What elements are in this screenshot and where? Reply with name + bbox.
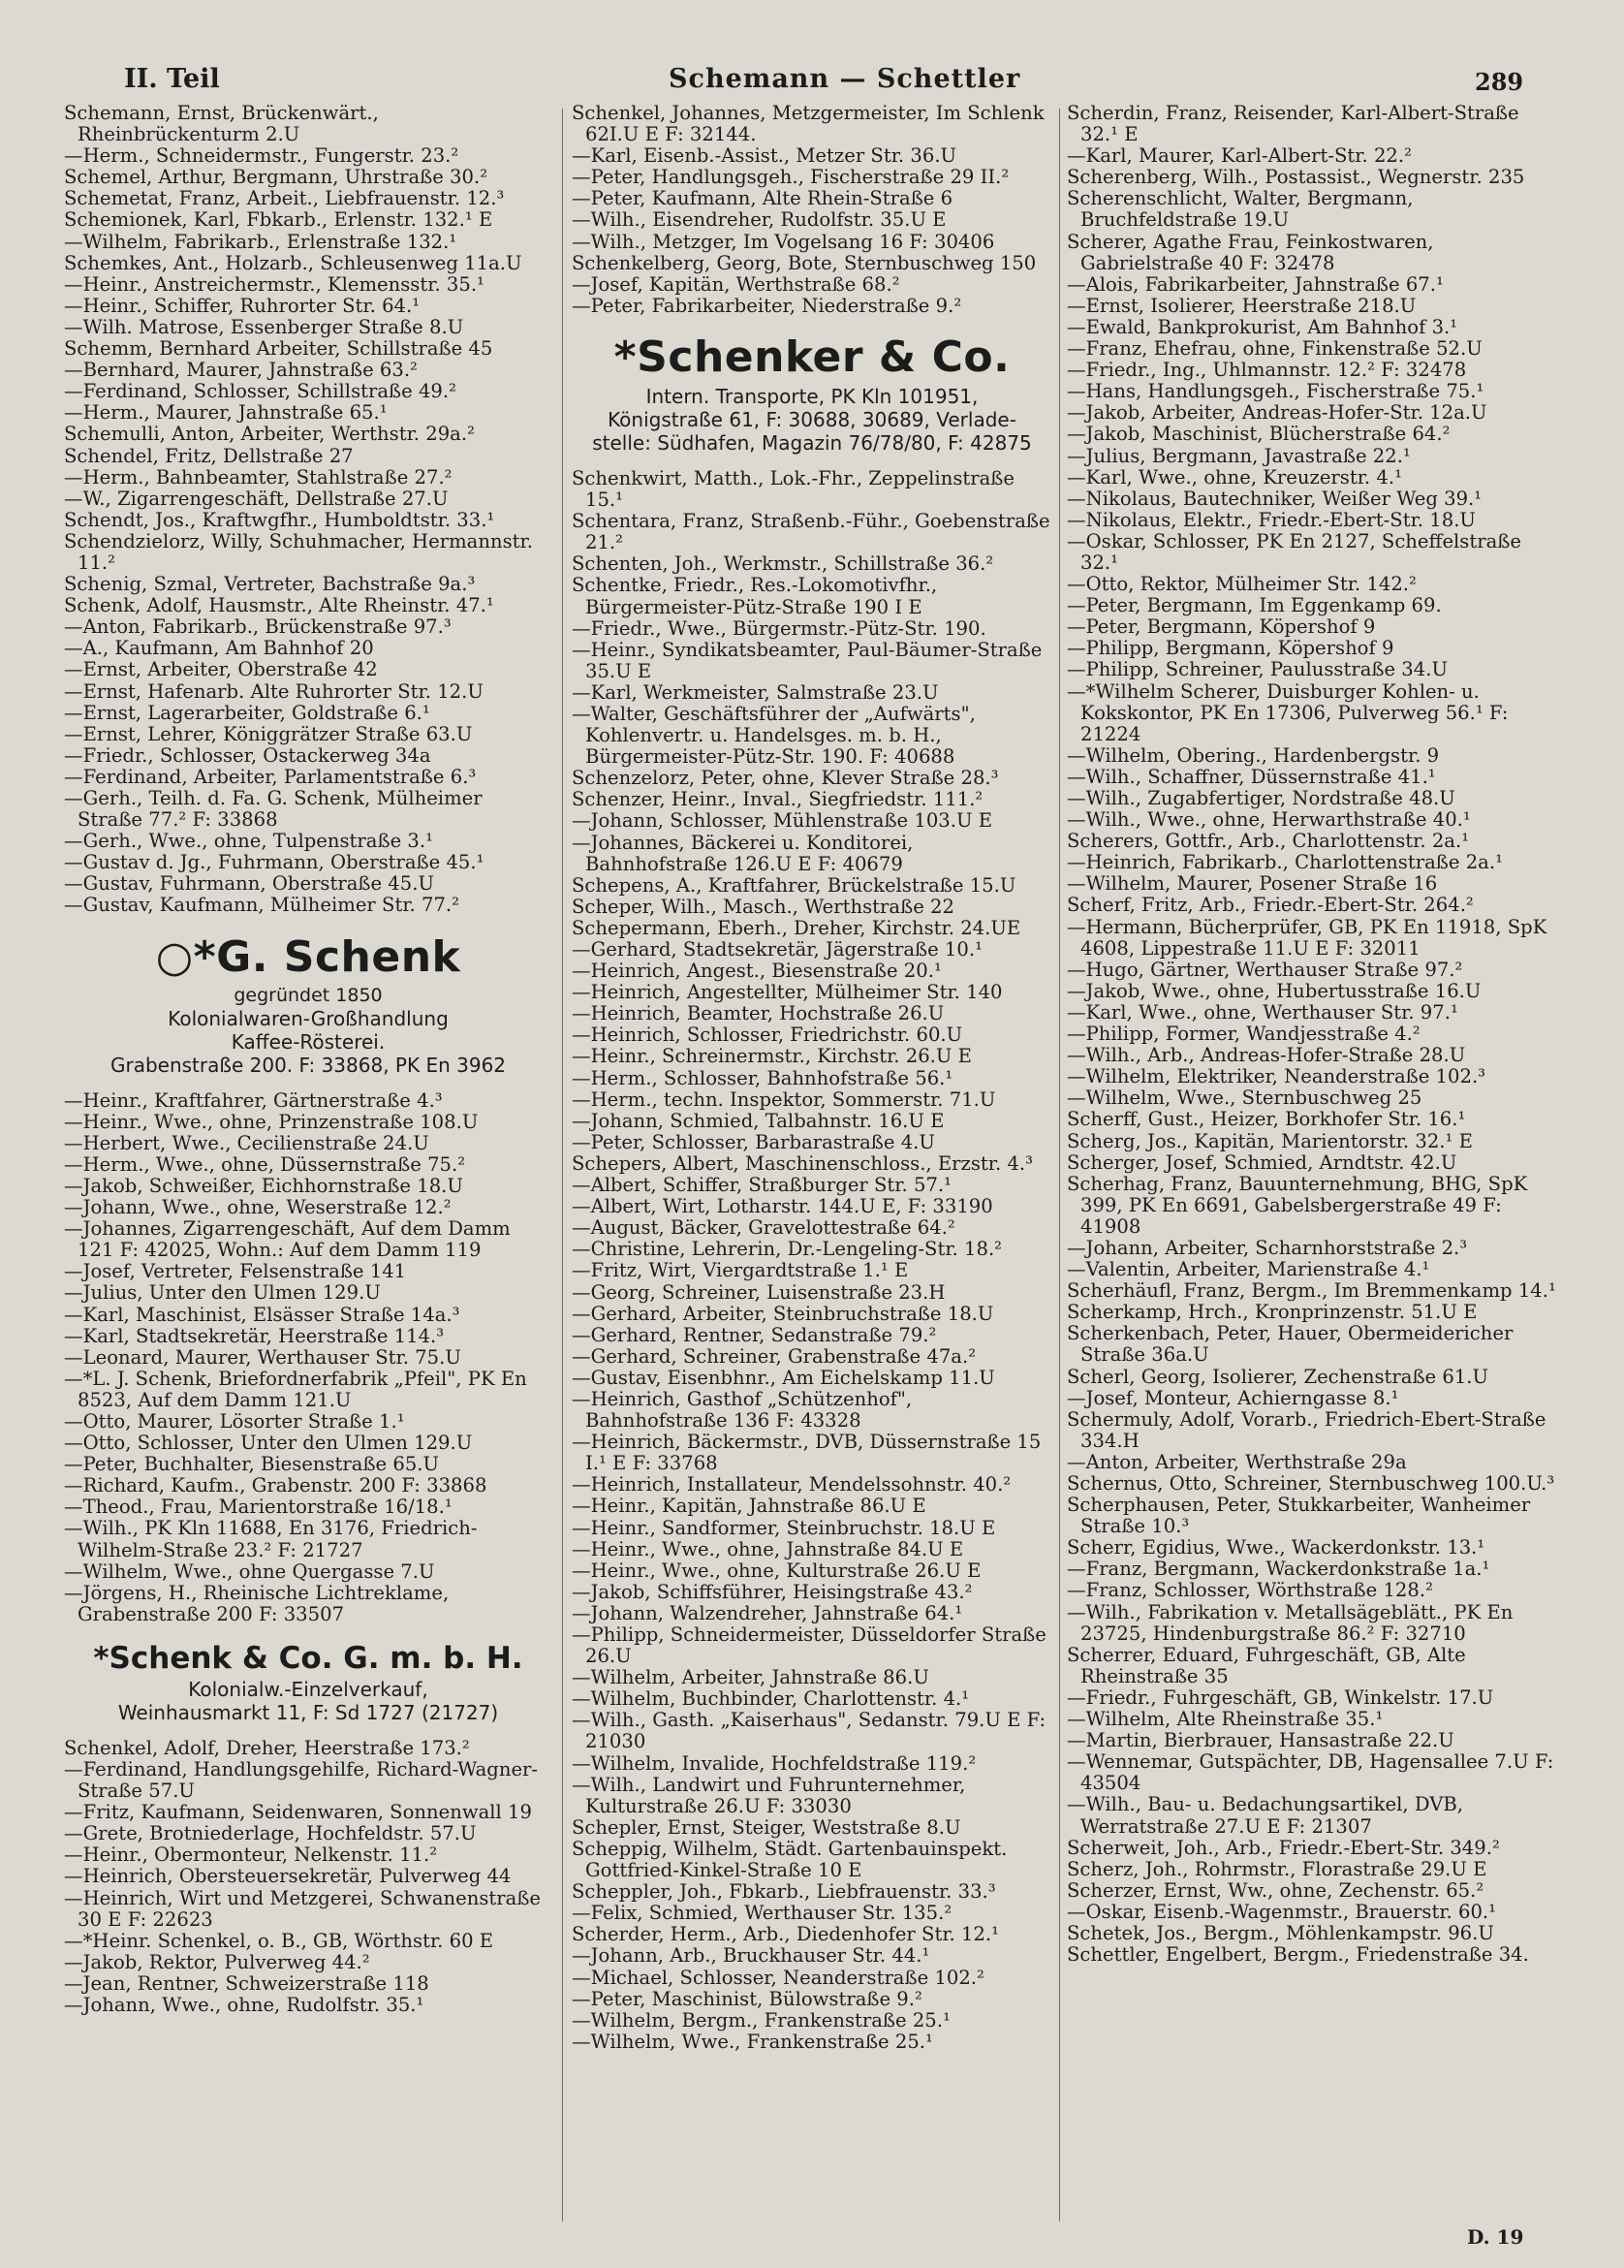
directory-entry: —Heinr., Wwe., ohne, Jahnstraße 84.U E bbox=[572, 1537, 964, 1560]
advert-line: Kolonialwaren-Großhandlung bbox=[168, 1006, 449, 1030]
directory-entry: Scherhäufl, Franz, Bergm., Im Bremmenkamp 14.¹ bbox=[1067, 1279, 1556, 1303]
advert-line: Kaffee-Rösterei. bbox=[231, 1029, 386, 1054]
directory-entry: Schenkel, Johannes, Metzgermeister, Im Schlenk 62I.U E F: 32144. bbox=[572, 102, 1045, 146]
directory-entry: —Hans, Handlungsgeh., Fischerstraße 75.¹ bbox=[1067, 380, 1484, 403]
directory-entry: Schetek, Jos., Bergm., Möhlenkampstr. 96.U bbox=[1067, 1921, 1494, 1944]
directory-entry: —Philipp, Bergmann, Köpershof 9 bbox=[1067, 637, 1394, 660]
directory-entries bbox=[1067, 103, 1561, 1966]
directory-entry: —Peter, Fabrikarbeiter, Niederstraße 9.² bbox=[572, 294, 962, 317]
directory-entry: —Heinr., Obermonteur, Nelkenstr. 11.² bbox=[64, 1843, 438, 1867]
directory-entry: —Heinrich, Obersteuersekretär, Pulverweg 44 bbox=[64, 1865, 512, 1888]
directory-entry: —Fritz, Wirt, Viergardtstraße 1.¹ E bbox=[572, 1259, 909, 1282]
directory-entry: —Anton, Arbeiter, Werthstraße 29a bbox=[1067, 1450, 1407, 1473]
directory-entry: —Jakob, Schweißer, Eichhornstraße 18.U bbox=[64, 1174, 463, 1197]
directory-entry: —Jörgens, H., Rheinische Lichtreklame, Grabenstraße 200 F: 33507 bbox=[64, 1581, 450, 1625]
directory-entry: —Herbert, Wwe., Cecilienstraße 24.U bbox=[64, 1131, 429, 1154]
directory-entry: —Alois, Fabrikarbeiter, Jahnstraße 67.¹ bbox=[1067, 272, 1444, 296]
directory-entry: —Heinrich, Wirt und Metzgerei, Schwanenstraße 30 E F: 22623 bbox=[64, 1886, 542, 1931]
directory-entry: —Heinrich, Bäckermstr., DVB, Düssernstraße 15 I.¹ E F: 33768 bbox=[572, 1431, 1042, 1475]
directory-entries bbox=[572, 468, 1052, 2053]
directory-entry: —Gerhard, Rentner, Sedanstraße 79.² bbox=[572, 1323, 937, 1346]
directory-entry: —Johann, Arbeiter, Scharnhorststraße 2.³ bbox=[1067, 1236, 1468, 1259]
page-number: 289 bbox=[1475, 68, 1524, 96]
directory-entry: —Leonard, Maurer, Werthauser Str. 75.U bbox=[64, 1345, 461, 1369]
directory-entry: —Gerh., Teilh. d. Fa. G. Schenk, Mülheimer Straße 77.² F: 33868 bbox=[64, 787, 483, 832]
directory-entry: —Friedr., Wwe., Bürgermstr.-Pütz-Str. 190. bbox=[572, 616, 986, 640]
directory-entry: —Johann, Schlosser, Mühlenstraße 103.U E bbox=[572, 809, 993, 833]
directory-entry: —Ernst, Lehrer, Königgrätzer Straße 63.U bbox=[64, 722, 473, 745]
directory-entry: Scherz, Joh., Rohrmstr., Florastraße 29.U E bbox=[1067, 1857, 1487, 1880]
directory-entry: Schepens, A., Kraftfahrer, Brückelstraße 15.U bbox=[572, 873, 1016, 897]
directory-entry: Schenzer, Heinr., Inval., Siegfriedstr. 111.² bbox=[572, 788, 984, 811]
column-1 bbox=[64, 103, 552, 2016]
directory-entry: —*L. J. Schenk, Briefordnerfabrik „Pfeil", PK En 8523, Auf dem Damm 121.U bbox=[64, 1367, 527, 1411]
advert-line: gegründet 1850 bbox=[234, 984, 383, 1006]
advert-title: *Schenk & Co. G. m. b. H. bbox=[93, 1640, 523, 1676]
advert-title: *Schenker & Co. bbox=[613, 331, 1011, 382]
directory-entry: Scherdin, Franz, Reisender, Karl-Albert-Straße 32.¹ E bbox=[1067, 102, 1519, 146]
directory-entry: —Wilh., Fabrikation v. Metallsägeblätt., PK En 23725, Hindenburgstraße 86.² F: 32710 bbox=[1067, 1600, 1514, 1645]
directory-entry: Schemkes, Ant., Holzarb., Schleusenweg 11a.U bbox=[64, 251, 522, 274]
directory-entry: —Johannes, Bäckerei u. Konditorei, Bahnhofstraße 126.U E F: 40679 bbox=[572, 831, 914, 875]
directory-entry: Schemann, Ernst, Brückenwärt., Rheinbrückenturm 2.U bbox=[64, 102, 379, 146]
directory-entry: —Wilh., PK Kln 11688, En 3176, Friedrich-Wilhelm-Straße 23.² F: 21727 bbox=[64, 1517, 478, 1561]
directory-entry: —Ewald, Bankprokurist, Am Bahnhof 3.¹ bbox=[1067, 315, 1458, 338]
directory-entry: —Peter, Buchhalter, Biesenstraße 65.U bbox=[64, 1453, 440, 1476]
directory-entry: —Walter, Geschäftsführer der „Aufwärts", Kohlenvertr. u. Handelsges. m. b. H., Bürgermeister-Pütz-Str. 190. F: 40688 bbox=[572, 702, 976, 769]
directory-entry: —Josef, Monteur, Achierngasse 8.¹ bbox=[1067, 1386, 1399, 1409]
directory-entry: —Heinr., Kraftfahrer, Gärtnerstraße 4.³ bbox=[64, 1088, 443, 1112]
directory-entry: —Heinrich, Fabrikarb., Charlottenstraße 2a.¹ bbox=[1067, 851, 1503, 874]
directory-entry: —Otto, Rektor, Mülheimer Str. 142.² bbox=[1067, 573, 1417, 596]
directory-entry: —Herm., Schneidermstr., Fungerstr. 23.² bbox=[64, 144, 459, 168]
directory-entry: —Gustav, Eisenbhnr., Am Eichelskamp 11.U bbox=[572, 1366, 995, 1389]
directory-entry: —Heinrich, Beamter, Hochstraße 26.U bbox=[572, 1002, 945, 1025]
part-label: II. Teil bbox=[124, 64, 220, 94]
directory-entry: —Johann, Schmied, Talbahnstr. 16.U E bbox=[572, 1109, 945, 1132]
directory-entry: —Wilhelm, Wwe., ohne Quergasse 7.U bbox=[64, 1559, 435, 1583]
directory-entry: —Jakob, Rektor, Pulverweg 44.² bbox=[64, 1950, 370, 1973]
directory-entry: Scherkamp, Hrch., Kronprinzenstr. 51.U E bbox=[1067, 1301, 1478, 1324]
directory-entry: —Jakob, Wwe., ohne, Hubertusstraße 16.U bbox=[1067, 979, 1482, 1002]
directory-entry: Scherer, Agathe Frau, Feinkostwaren, Gabrielstraße 40 F: 32478 bbox=[1067, 230, 1434, 274]
directory-entry: —Heinr., Sandformer, Steinbruchstr. 18.U E bbox=[572, 1516, 996, 1539]
directory-entry: Scherrer, Eduard, Fuhrgeschäft, GB, Alte Rheinstraße 35 bbox=[1067, 1643, 1466, 1687]
directory-entry: —Heinr., Wwe., ohne, Prinzenstraße 108.U bbox=[64, 1110, 479, 1133]
directory-entry: —Christine, Lehrerin, Dr.-Lengeling-Str. 18.² bbox=[572, 1238, 1003, 1261]
directory-entry: Scheppig, Wilhelm, Städt. Gartenbauinspekt. Gottfried-Kinkel-Straße 10 E bbox=[572, 1837, 1008, 1882]
directory-entry: Scherphausen, Peter, Stukkarbeiter, Wanheimer Straße 10.³ bbox=[1067, 1494, 1531, 1538]
directory-entry: —Heinr., Anstreichermstr., Klemensstr. 35.¹ bbox=[64, 272, 484, 296]
directory-entry: —Herm., Maurer, Jahnstraße 65.¹ bbox=[64, 401, 388, 425]
directory-entry: Schenig, Szmal, Vertreter, Bachstraße 9a.³ bbox=[64, 573, 476, 596]
directory-entry: —Wilh., Wwe., ohne, Herwarthstraße 40.¹ bbox=[1067, 808, 1471, 832]
directory-entry: —Josef, Vertreter, Felsenstraße 141 bbox=[64, 1260, 407, 1283]
advert-line: Königstraße 61, F: 30688, 30689, Verlade- bbox=[608, 407, 1016, 431]
directory-entry: —Herm., Wwe., ohne, Düssernstraße 75.² bbox=[64, 1152, 466, 1176]
column-rule-2 bbox=[1059, 109, 1060, 2221]
directory-entry: —Gustav, Kaufmann, Mülheimer Str. 77.² bbox=[64, 894, 460, 917]
directory-entry: —Friedr., Ing., Uhlmannstr. 12.² F: 32478 bbox=[1067, 359, 1467, 382]
directory-entry: Schepermann, Eberh., Dreher, Kirchstr. 24.UE bbox=[572, 916, 1021, 939]
directory-entry: Schendel, Fritz, Dellstraße 27 bbox=[64, 444, 354, 467]
directory-entry: Scherhag, Franz, Bauunternehmung, BHG, SpK 399, PK En 6691, Gabelsbergerstraße 49 F: 41908 bbox=[1067, 1172, 1528, 1238]
directory-entry: —Wennemar, Gutspächter, DB, Hagensallee 7.U F: 43504 bbox=[1067, 1750, 1554, 1795]
directory-entry: —Philipp, Former, Wandjesstraße 4.² bbox=[1067, 1023, 1421, 1046]
column-2 bbox=[572, 103, 1052, 2053]
directory-entry: —Wilhelm, Invalide, Hochfeldstraße 119.² bbox=[572, 1751, 977, 1775]
name-range: Schemann — Schettler bbox=[669, 64, 1021, 94]
directory-entry: Schemionek, Karl, Fbkarb., Erlenstr. 132.¹ E bbox=[64, 208, 493, 232]
directory-entry: —Otto, Maurer, Lösorter Straße 1.¹ bbox=[64, 1409, 405, 1433]
directory-entry: Scheper, Wilh., Masch., Werthstraße 22 bbox=[572, 895, 954, 918]
directory-entry: —Ernst, Isolierer, Heerstraße 218.U bbox=[1067, 294, 1417, 317]
directory-entry: —Wilh. Matrose, Essenberger Straße 8.U bbox=[64, 315, 464, 338]
directory-entry: —Ernst, Hafenarb. Alte Ruhrorter Str. 12.U bbox=[64, 679, 484, 703]
directory-entry: —Wilhelm, Arbeiter, Jahnstraße 86.U bbox=[572, 1666, 929, 1689]
directory-entry: —Peter, Maschinist, Bülowstraße 9.² bbox=[572, 1987, 922, 2010]
directory-entry: —Friedr., Fuhrgeschäft, GB, Winkelstr. 17.U bbox=[1067, 1685, 1494, 1709]
directory-entry: —Karl, Maschinist, Elsässer Straße 14a.³ bbox=[64, 1303, 460, 1326]
advert-schenk-co bbox=[64, 1639, 552, 1724]
directory-entry: —Wilh., Metzger, Im Vogelsang 16 F: 30406 bbox=[572, 230, 995, 253]
directory-entry: —Friedr., Schlosser, Ostackerweg 34a bbox=[64, 743, 431, 767]
directory-entry: Scherenschlicht, Walter, Bergmann, Bruchfeldstraße 19.U bbox=[1067, 187, 1414, 232]
directory-entry: —Herm., Schlosser, Bahnhofstraße 56.¹ bbox=[572, 1066, 953, 1089]
directory-entry: Schenkel, Adolf, Dreher, Heerstraße 173.² bbox=[64, 1736, 470, 1759]
directory-entry: Scheppler, Joh., Fbkarb., Liebfrauenstr. 33.³ bbox=[572, 1880, 996, 1904]
directory-entry: —Josef, Kapitän, Werthstraße 68.² bbox=[572, 272, 900, 296]
directory-entry: —Bernhard, Maurer, Jahnstraße 63.² bbox=[64, 359, 418, 382]
directory-entry: —Albert, Wirt, Lotharstr. 144.U E, F: 33190 bbox=[572, 1195, 993, 1218]
directory-entry: —Philipp, Schneidermeister, Düsseldorfer Straße 26.U bbox=[572, 1623, 1046, 1668]
directory-entry: Schermuly, Adolf, Vorarb., Friedrich-Ebert-Straße 334.H bbox=[1067, 1407, 1546, 1452]
directory-entry: —Nikolaus, Elektr., Friedr.-Ebert-Str. 18.U bbox=[1067, 508, 1476, 531]
directory-entry: Scherg, Jos., Kapitän, Marientorstr. 32.¹ E bbox=[1067, 1129, 1473, 1152]
directory-entry: Scherff, Gust., Heizer, Borkhofer Str. 16.¹ bbox=[1067, 1108, 1466, 1131]
directory-entry: —Wilhelm, Bergm., Frankenstraße 25.¹ bbox=[572, 2008, 951, 2032]
directory-entry: —Grete, Brotniederlage, Hochfeldstr. 57.U bbox=[64, 1822, 477, 1845]
directory-entry: —Nikolaus, Bautechniker, Weißer Weg 39.¹ bbox=[1067, 487, 1483, 510]
directory-entry: Schenzelorz, Peter, ohne, Klever Straße 28.³ bbox=[572, 767, 999, 790]
advert-line: Intern. Transporte, PK Kln 101951, bbox=[645, 384, 979, 408]
directory-entry: —Michael, Schlosser, Neanderstraße 102.² bbox=[572, 1966, 984, 1989]
advert-g-schenk bbox=[64, 930, 552, 1077]
directory-entry: —Karl, Stadtsekretär, Heerstraße 114.³ bbox=[64, 1324, 445, 1347]
advert-line: Grabenstraße 200. F: 33868, PK En 3962 bbox=[109, 1053, 507, 1077]
directory-entry: —Jakob, Arbeiter, Andreas-Hofer-Str. 12a.U bbox=[1067, 401, 1487, 425]
directory-entry: —Heinrich, Gasthof „Schützenhof", Bahnhofstraße 136 F: 43328 bbox=[572, 1387, 913, 1433]
directory-entry: —Johann, Wwe., ohne, Weserstraße 12.² bbox=[64, 1196, 452, 1219]
directory-entry: —Wilhelm, Obering., Hardenbergstr. 9 bbox=[1067, 743, 1440, 767]
advert-title: ○*G. Schenk bbox=[155, 931, 461, 982]
directory-entry: Schemetat, Franz, Arbeit., Liebfrauenstr. 12.³ bbox=[64, 187, 505, 210]
directory-entry: —Peter, Bergmann, Köpershof 9 bbox=[1067, 615, 1376, 639]
directory-entry: —*Wilhelm Scherer, Duisburger Kohlen- u. Kokskontor, PK En 17306, Pulverweg 56.¹ F: 21224 bbox=[1067, 679, 1509, 745]
directory-entry: Scherzer, Ernst, Ww., ohne, Zechenstr. 65.² bbox=[1067, 1878, 1484, 1902]
directory-entry: —Ernst, Arbeiter, Oberstraße 42 bbox=[64, 658, 378, 681]
directory-entry: Schemm, Bernhard Arbeiter, Schillstraße 45 bbox=[64, 337, 493, 361]
directory-entry: —Peter, Schlosser, Barbarastraße 4.U bbox=[572, 1130, 935, 1153]
directory-entry: —Gustav, Fuhrmann, Oberstraße 45.U bbox=[64, 872, 434, 896]
directory-entry: Schenkelberg, Georg, Bote, Sternbuschweg 150 bbox=[572, 251, 1037, 274]
directory-entry: —Julius, Unter den Ulmen 129.U bbox=[64, 1281, 381, 1305]
directory-entry: Scherf, Fritz, Arb., Friedr.-Ebert-Str. 264.² bbox=[1067, 894, 1474, 917]
directory-entry: Schepler, Ernst, Steiger, Weststraße 8.U bbox=[572, 1815, 961, 1839]
directory-entry: —Heinrich, Angest., Biesenstraße 20.¹ bbox=[572, 960, 942, 983]
directory-entry: —Wilhelm, Wwe., Frankenstraße 25.¹ bbox=[572, 2030, 933, 2053]
column-3 bbox=[1067, 103, 1561, 1966]
directory-entry: —Gerhard, Schreiner, Grabenstraße 47a.² bbox=[572, 1344, 977, 1368]
directory-entry: Schettler, Engelbert, Bergm., Friedenstraße 34. bbox=[1067, 1943, 1529, 1967]
directory-entry: —Jakob, Maschinist, Blücherstraße 64.² bbox=[1067, 423, 1451, 446]
directory-entry: —Wilhelm, Fabrikarb., Erlenstraße 132.¹ bbox=[64, 230, 457, 253]
directory-entry: —Wilh., Bau- u. Bedachungsartikel, DVB, Werratstraße 27.U E F: 21307 bbox=[1067, 1793, 1464, 1838]
directory-entry: —Karl, Eisenb.-Assist., Metzer Str. 36.U bbox=[572, 144, 957, 168]
directory-entry: —Wilhelm, Maurer, Posener Straße 16 bbox=[1067, 872, 1438, 896]
directory-entry: —Peter, Kaufmann, Alte Rhein-Straße 6 bbox=[572, 187, 953, 210]
directory-entry: —Ferdinand, Handlungsgehilfe, Richard-Wagner-Straße 57.U bbox=[64, 1758, 539, 1803]
directory-entry: —Ernst, Lagerarbeiter, Goldstraße 6.¹ bbox=[64, 701, 430, 724]
directory-entry: Scherkenbach, Peter, Hauer, Obermeidericher Straße 36a.U bbox=[1067, 1322, 1514, 1367]
directory-entry: —Otto, Schlosser, Unter den Ulmen 129.U bbox=[64, 1432, 473, 1455]
directory-entry: —Ferdinand, Arbeiter, Parlamentstraße 6.³ bbox=[64, 765, 477, 788]
directory-entry: —Wilh., Gasth. „Kaiserhaus", Sedanstr. 79.U E F: 21030 bbox=[572, 1709, 1046, 1753]
directory-entry: Schepers, Albert, Maschinenschloss., Erzstr. 4.³ bbox=[572, 1151, 1034, 1175]
directory-entry: Scherl, Georg, Isolierer, Zechenstraße 61.U bbox=[1067, 1365, 1489, 1388]
directory-entry: —Jakob, Schiffsführer, Heisingstraße 43.² bbox=[572, 1580, 973, 1603]
directory-entry: —Oskar, Eisenb.-Wagenmstr., Brauerstr. 60.¹ bbox=[1067, 1900, 1497, 1923]
directory-entry: Schemel, Arthur, Bergmann, Uhrstraße 30.² bbox=[64, 166, 488, 189]
directory-entry: —Wilh., Schaffner, Düssernstraße 41.¹ bbox=[1067, 765, 1436, 788]
directory-entry: —Johannes, Zigarrengeschäft, Auf dem Damm 121 F: 42025, Wohn.: Auf dem Damm 119 bbox=[64, 1217, 511, 1262]
directory-entry: —Hugo, Gärtner, Werthauser Straße 97.² bbox=[1067, 958, 1463, 981]
advert-schenker bbox=[572, 331, 1052, 455]
directory-entry: —Hermann, Bücherprüfer, GB, PK En 11918, SpK 4608, Lippestraße 11.U E F: 32011 bbox=[1067, 915, 1547, 960]
directory-entry: —August, Bäcker, Gravelottestraße 64.² bbox=[572, 1216, 955, 1240]
directory-entry: —Theod., Frau, Marientorstraße 16/18.¹ bbox=[64, 1496, 453, 1519]
directory-entry: —Karl, Wwe., ohne, Werthauser Str. 97.¹ bbox=[1067, 1000, 1458, 1024]
directory-entry: Schernus, Otto, Schreiner, Sternbuschweg 100.U.³ bbox=[1067, 1472, 1555, 1495]
directory-entry: —Albert, Schiffer, Straßburger Str. 57.¹ bbox=[572, 1174, 952, 1197]
advert-line: stelle: Südhafen, Magazin 76/78/80, F: 42875 bbox=[592, 430, 1032, 455]
directory-entries bbox=[572, 103, 1052, 317]
directory-entry: —Heinr., Syndikatsbeamter, Paul-Bäumer-Straße 35.U E bbox=[572, 638, 1043, 682]
page-header bbox=[0, 56, 1624, 105]
directory-entry: —W., Zigarrengeschäft, Dellstraße 27.U bbox=[64, 487, 449, 510]
directory-entry: —Wilh., Arb., Andreas-Hofer-Straße 28.U bbox=[1067, 1044, 1466, 1067]
directory-entry: —Heinr., Wwe., ohne, Kulturstraße 26.U E bbox=[572, 1559, 982, 1582]
directory-entry: —Heinr., Kapitän, Jahnstraße 86.U E bbox=[572, 1495, 926, 1518]
directory-entry: Schenk, Adolf, Hausmstr., Alte Rheinstr. 47.¹ bbox=[64, 594, 494, 617]
directory-entry: Schentke, Friedr., Res.-Lokomotivfhr., Bürgermeister-Pütz-Straße 190 I E bbox=[572, 574, 938, 618]
directory-entry: —Franz, Schlosser, Wörthstraße 128.² bbox=[1067, 1579, 1433, 1602]
directory-entry: —Wilhelm, Elektriker, Neanderstraße 102.³ bbox=[1067, 1065, 1486, 1088]
directory-entry: Scherr, Egidius, Wwe., Wackerdonkstr. 13.¹ bbox=[1067, 1536, 1485, 1559]
directory-entry: —*Heinr. Schenkel, o. B., GB, Wörthstr. 60 E bbox=[64, 1929, 494, 1952]
directory-entry: Scherweit, Joh., Arb., Friedr.-Ebert-Str. 349.² bbox=[1067, 1836, 1500, 1859]
directory-entry: Schendzielorz, Willy, Schuhmacher, Hermannstr. 11.² bbox=[64, 529, 533, 574]
directory-entries bbox=[64, 103, 552, 917]
directory-entry: —Heinrich, Installateur, Mendelssohnstr. 40.² bbox=[572, 1473, 1012, 1496]
directory-entry: —Herm., Bahnbeamter, Stahlstraße 27.² bbox=[64, 465, 453, 488]
directory-entry: —Peter, Handlungsgeh., Fischerstraße 29 II.² bbox=[572, 166, 1010, 189]
directory-entry: —Wilhelm, Alte Rheinstraße 35.¹ bbox=[1067, 1708, 1384, 1731]
directory-entry: —Heinrich, Schlosser, Friedrichstr. 60.U bbox=[572, 1024, 963, 1047]
advert-line: Weinhausmarkt 11, F: Sd 1727 (21727) bbox=[117, 1700, 499, 1724]
directory-entries bbox=[64, 1090, 552, 1625]
directory-entry: —Karl, Werkmeister, Salmstraße 23.U bbox=[572, 680, 939, 704]
advert-line: Kolonialw.-Einzelverkauf, bbox=[188, 1677, 428, 1701]
directory-entry: —Heinrich, Angestellter, Mülheimer Str. 140 bbox=[572, 981, 1003, 1004]
directory-entry: —Philipp, Schreiner, Paulusstraße 34.U bbox=[1067, 658, 1448, 681]
directory-entry: —Johann, Walzendreher, Jahnstraße 64.¹ bbox=[572, 1601, 963, 1624]
directory-entry: —Julius, Bergmann, Javastraße 22.¹ bbox=[1067, 444, 1411, 467]
directory-entry: —Gerhard, Stadtsekretär, Jägerstraße 10.¹ bbox=[572, 938, 983, 961]
directory-entry: —Karl, Maurer, Karl-Albert-Str. 22.² bbox=[1067, 144, 1412, 168]
directory-entry: —Gerhard, Arbeiter, Steinbruchstraße 18.U bbox=[572, 1302, 994, 1325]
directory-entry: —Fritz, Kaufmann, Seidenwaren, Sonnenwall 19 bbox=[64, 1801, 532, 1824]
directory-entry: —Heinr., Schiffer, Ruhrorter Str. 64.¹ bbox=[64, 294, 421, 317]
directory-entry: —Oskar, Schlosser, PK En 2127, Scheffelstraße 32.¹ bbox=[1067, 529, 1521, 574]
directory-entry: —Johann, Arb., Bruckhauser Str. 44.¹ bbox=[572, 1944, 930, 1968]
directory-entry: —Georg, Schreiner, Luisenstraße 23.H bbox=[572, 1280, 946, 1304]
directory-entry: —Herm., techn. Inspektor, Sommerstr. 71.U bbox=[572, 1087, 996, 1111]
directory-entry: —A., Kaufmann, Am Bahnhof 20 bbox=[64, 637, 374, 660]
directory-entry: —Gustav d. Jg., Fuhrmann, Oberstraße 45.¹ bbox=[64, 851, 484, 874]
directory-entry: —Heinr., Schreinermstr., Kirchstr. 26.U E bbox=[572, 1045, 972, 1068]
directory-entry: Schendt, Jos., Kraftwgfhr., Humboldtstr. 33.¹ bbox=[64, 508, 495, 531]
directory-entry: Schentara, Franz, Straßenb.-Führ., Goebenstraße 21.² bbox=[572, 510, 1050, 554]
directory-entry: Scherenberg, Wilh., Postassist., Wegnerstr. 235 bbox=[1067, 166, 1525, 189]
signature-mark: D. 19 bbox=[1467, 2225, 1524, 2249]
directory-entry: —Gerh., Wwe., ohne, Tulpenstraße 3.¹ bbox=[64, 830, 433, 853]
directory-entry: Schenkwirt, Matth., Lok.-Fhr., Zeppelinstraße 15.¹ bbox=[572, 466, 1015, 512]
directory-entry: —Karl, Wwe., ohne, Kreuzerstr. 4.¹ bbox=[1067, 465, 1402, 488]
directory-entry: —Richard, Kaufm., Grabenstr. 200 F: 33868 bbox=[64, 1474, 487, 1497]
directory-entry: —Ferdinand, Schlosser, Schillstraße 49.² bbox=[64, 380, 456, 403]
directory-entry: —Wilh., Zugabfertiger, Nordstraße 48.U bbox=[1067, 787, 1455, 809]
directory-entry: —Anton, Fabrikarb., Brückenstraße 97.³ bbox=[64, 615, 452, 639]
directory-entry: —Felix, Schmied, Werthauser Str. 135.² bbox=[572, 1902, 953, 1925]
directory-entry: Schenten, Joh., Werkmstr., Schillstraße 36.² bbox=[572, 552, 994, 576]
directory-entry: —Wilhelm, Buchbinder, Charlottenstr. 4.¹ bbox=[572, 1687, 970, 1711]
directory-entry: Scherers, Gottfr., Arb., Charlottenstr. 2a.¹ bbox=[1067, 830, 1470, 853]
directory-entry: —Jean, Rentner, Schweizerstraße 118 bbox=[64, 1971, 429, 1995]
column-rule-1 bbox=[562, 109, 563, 2221]
directory-entry: —Franz, Ehefrau, ohne, Finkenstraße 52.U bbox=[1067, 337, 1483, 361]
directory-entry: —Wilh., Landwirt und Fuhrunternehmer, Kulturstraße 26.U F: 33030 bbox=[572, 1773, 966, 1817]
directory-entry: —Peter, Bergmann, Im Eggenkamp 69. bbox=[1067, 594, 1442, 617]
directory-entry: —Valentin, Arbeiter, Marienstraße 4.¹ bbox=[1067, 1258, 1430, 1281]
directory-entry: Scherger, Josef, Schmied, Arndtstr. 42.U bbox=[1067, 1150, 1457, 1174]
directory-entry: —Johann, Wwe., ohne, Rudolfstr. 35.¹ bbox=[64, 1994, 424, 2017]
directory-entry: Scherder, Herm., Arb., Diedenhofer Str. 12.¹ bbox=[572, 1923, 1000, 1946]
directory-entry: —Wilh., Eisendreher, Rudolfstr. 35.U E bbox=[572, 208, 947, 232]
directory-entry: Schemulli, Anton, Arbeiter, Werthstr. 29a.² bbox=[64, 423, 475, 446]
directory-entry: —Martin, Bierbrauer, Hansastraße 22.U bbox=[1067, 1729, 1454, 1752]
directory-entry: —Franz, Bergmann, Wackerdonkstraße 1a.¹ bbox=[1067, 1558, 1490, 1581]
directory-entry: —Wilhelm, Wwe., Sternbuschweg 25 bbox=[1067, 1087, 1422, 1110]
directory-entries bbox=[64, 1738, 552, 2016]
